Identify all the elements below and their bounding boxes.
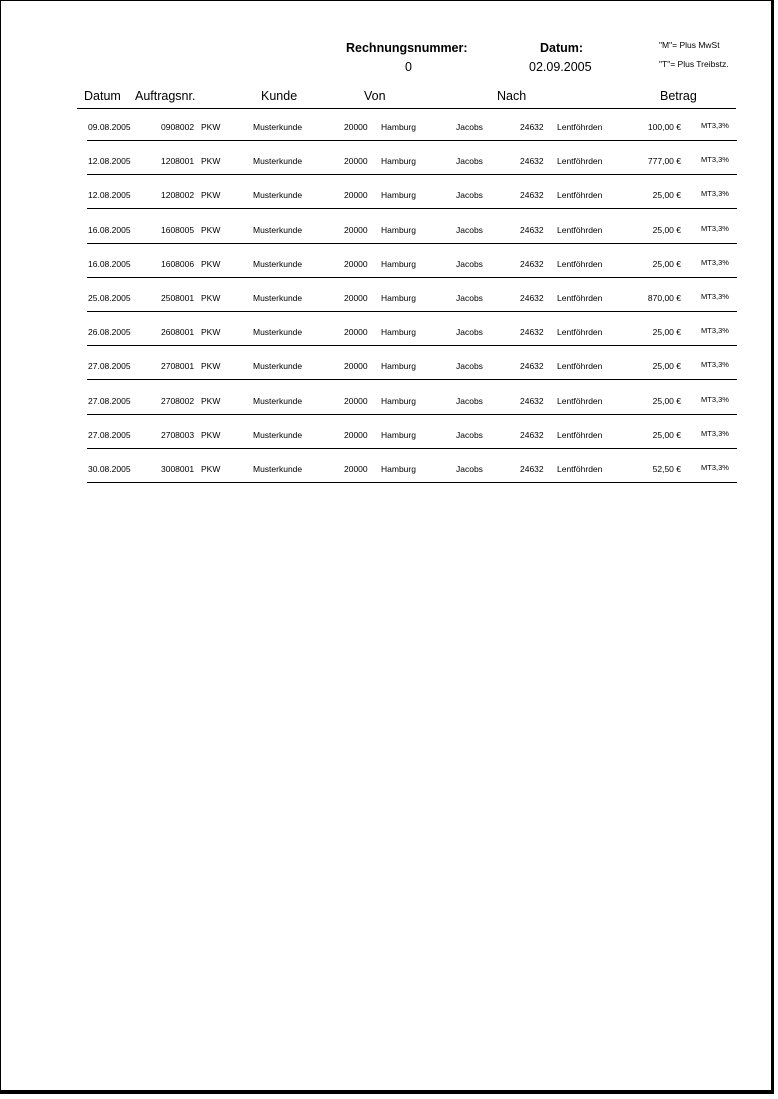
cell-datum: 16.08.2005 — [88, 258, 131, 269]
cell-von-ort: Hamburg — [381, 122, 416, 132]
cell-datum: 27.08.2005 — [88, 361, 131, 372]
cell-von-plz: 20000 — [344, 258, 368, 269]
cell-typ: PKW — [201, 122, 221, 132]
cell-kunde: Musterkunde — [253, 464, 303, 474]
cell-von-ort: Hamburg — [381, 464, 416, 474]
cell-betrag: 870,00 € — [647, 293, 681, 303]
table-row — [1, 450, 778, 484]
table-row — [1, 382, 778, 416]
cell-nach-ort: Lentföhrden — [557, 224, 603, 235]
cell-betrag: 25,00 € — [652, 395, 681, 406]
cell-betrag: 25,00 € — [652, 190, 681, 201]
cell-auftragsnr: 1608006 — [161, 258, 195, 269]
cell-flag: MT3,3% — [701, 223, 729, 233]
cell-typ: PKW — [201, 224, 221, 235]
cell-datum: 12.08.2005 — [88, 190, 131, 201]
cell-nach-plz: 24632 — [520, 156, 544, 167]
cell-nach-ort: Lentföhrden — [557, 258, 603, 269]
cell-nach-ort: Lentföhrden — [557, 327, 603, 338]
cell-betrag: 25,00 € — [652, 258, 681, 269]
cell-nach-name: Jacobs — [456, 395, 483, 406]
cell-nach-name: Jacobs — [456, 122, 483, 132]
cell-auftragsnr: 2708002 — [161, 395, 195, 406]
cell-von-ort: Hamburg — [381, 190, 416, 201]
cell-von-ort: Hamburg — [381, 293, 416, 303]
table-row — [1, 142, 778, 176]
note-t: "T"= Plus Treibstz. — [659, 59, 729, 69]
row-divider — [87, 414, 737, 415]
cell-auftragsnr: 1608005 — [161, 224, 195, 235]
row-divider — [87, 174, 737, 175]
cell-kunde: Musterkunde — [253, 361, 303, 372]
cell-von-plz: 20000 — [344, 224, 368, 235]
cell-flag: MT3,3% — [701, 428, 729, 438]
cell-nach-name: Jacobs — [456, 293, 483, 303]
cell-von-plz: 20000 — [344, 395, 368, 406]
row-divider — [87, 379, 737, 380]
cell-typ: PKW — [201, 395, 221, 406]
cell-nach-plz: 24632 — [520, 258, 544, 269]
table-row — [1, 416, 778, 450]
table-row — [1, 347, 778, 381]
rechnungsnummer-label: Rechnungsnummer: — [346, 41, 468, 55]
cell-auftragsnr: 0908002 — [161, 122, 195, 132]
cell-von-plz: 20000 — [344, 156, 368, 167]
cell-nach-plz: 24632 — [520, 122, 544, 132]
cell-von-plz: 20000 — [344, 122, 368, 132]
cell-kunde: Musterkunde — [253, 156, 303, 167]
cell-auftragsnr: 2708003 — [161, 429, 195, 440]
table-row — [1, 108, 778, 142]
cell-nach-name: Jacobs — [456, 156, 483, 167]
column-header-von: Von — [364, 89, 386, 103]
cell-betrag: 100,00 € — [647, 122, 681, 132]
cell-nach-plz: 24632 — [520, 464, 544, 474]
cell-datum: 25.08.2005 — [88, 293, 131, 303]
cell-betrag: 25,00 € — [652, 327, 681, 338]
cell-kunde: Musterkunde — [253, 224, 303, 235]
cell-nach-plz: 24632 — [520, 395, 544, 406]
cell-flag: MT3,3% — [701, 257, 729, 267]
cell-typ: PKW — [201, 258, 221, 269]
cell-flag: MT3,3% — [701, 360, 729, 370]
cell-datum: 26.08.2005 — [88, 327, 131, 338]
cell-typ: PKW — [201, 327, 221, 338]
datum-label: Datum: — [540, 41, 584, 55]
cell-nach-plz: 24632 — [520, 429, 544, 440]
cell-nach-ort: Lentföhrden — [557, 190, 603, 201]
cell-nach-name: Jacobs — [456, 361, 483, 372]
cell-flag: MT3,3% — [701, 292, 729, 301]
cell-von-plz: 20000 — [344, 464, 368, 474]
row-divider — [87, 311, 737, 312]
cell-datum: 12.08.2005 — [88, 156, 131, 167]
cell-kunde: Musterkunde — [253, 429, 303, 440]
cell-datum: 27.08.2005 — [88, 429, 131, 440]
cell-typ: PKW — [201, 464, 221, 474]
table-row — [1, 245, 778, 279]
cell-von-ort: Hamburg — [381, 258, 416, 269]
column-header-datum: Datum — [84, 89, 121, 103]
cell-betrag: 25,00 € — [652, 224, 681, 235]
cell-nach-ort: Lentföhrden — [557, 156, 603, 167]
datum-value: 02.09.2005 — [529, 60, 592, 74]
cell-nach-plz: 24632 — [520, 190, 544, 201]
column-header-betrag: Betrag — [660, 89, 697, 103]
cell-von-ort: Hamburg — [381, 327, 416, 338]
cell-typ: PKW — [201, 156, 221, 167]
cell-nach-name: Jacobs — [456, 190, 483, 201]
row-divider — [87, 277, 737, 278]
cell-flag: MT3,3% — [701, 189, 729, 199]
cell-flag: MT3,3% — [701, 326, 729, 336]
cell-nach-plz: 24632 — [520, 361, 544, 372]
row-divider — [87, 345, 737, 346]
cell-von-ort: Hamburg — [381, 224, 416, 235]
cell-nach-ort: Lentföhrden — [557, 122, 603, 132]
cell-typ: PKW — [201, 293, 221, 303]
cell-kunde: Musterkunde — [253, 327, 303, 338]
row-divider — [87, 448, 737, 449]
cell-kunde: Musterkunde — [253, 258, 303, 269]
cell-betrag: 777,00 € — [647, 156, 681, 167]
column-header-auftragsnr: Auftragsnr. — [135, 89, 196, 103]
cell-auftragsnr: 2608001 — [161, 327, 195, 338]
cell-von-ort: Hamburg — [381, 156, 416, 167]
cell-typ: PKW — [201, 429, 221, 440]
cell-von-plz: 20000 — [344, 327, 368, 338]
cell-kunde: Musterkunde — [253, 122, 303, 132]
cell-nach-ort: Lentföhrden — [557, 429, 603, 440]
cell-nach-name: Jacobs — [456, 464, 483, 474]
cell-datum: 27.08.2005 — [88, 395, 131, 406]
cell-von-plz: 20000 — [344, 361, 368, 372]
cell-typ: PKW — [201, 190, 221, 201]
cell-flag: MT3,3% — [701, 394, 729, 404]
cell-nach-plz: 24632 — [520, 327, 544, 338]
note-m: "M"= Plus MwSt — [659, 40, 720, 50]
rechnungsnummer-value: 0 — [405, 60, 412, 74]
cell-nach-ort: Lentföhrden — [557, 361, 603, 372]
cell-von-plz: 20000 — [344, 293, 368, 303]
cell-datum: 09.08.2005 — [88, 122, 131, 132]
cell-datum: 16.08.2005 — [88, 224, 131, 235]
cell-auftragsnr: 1208001 — [161, 156, 195, 167]
cell-nach-name: Jacobs — [456, 224, 483, 235]
cell-betrag: 52,50 € — [652, 464, 681, 474]
cell-auftragsnr: 3008001 — [161, 464, 195, 474]
cell-kunde: Musterkunde — [253, 190, 303, 201]
table-row — [1, 176, 778, 210]
cell-nach-ort: Lentföhrden — [557, 464, 603, 474]
cell-nach-name: Jacobs — [456, 327, 483, 338]
cell-flag: MT3,3% — [701, 121, 729, 130]
cell-nach-ort: Lentföhrden — [557, 395, 603, 406]
row-divider — [87, 140, 737, 141]
cell-von-plz: 20000 — [344, 190, 368, 201]
cell-nach-ort: Lentföhrden — [557, 293, 603, 303]
cell-nach-plz: 24632 — [520, 224, 544, 235]
column-header-nach: Nach — [497, 89, 527, 103]
cell-nach-name: Jacobs — [456, 429, 483, 440]
cell-von-ort: Hamburg — [381, 429, 416, 440]
cell-betrag: 25,00 € — [652, 429, 681, 440]
row-divider — [87, 243, 737, 244]
cell-betrag: 25,00 € — [652, 361, 681, 372]
table-row — [1, 211, 778, 245]
cell-auftragsnr: 2708001 — [161, 361, 195, 372]
column-header-kunde: Kunde — [261, 89, 298, 103]
cell-typ: PKW — [201, 361, 221, 372]
cell-von-plz: 20000 — [344, 429, 368, 440]
cell-datum: 30.08.2005 — [88, 464, 131, 474]
table-row — [1, 279, 778, 313]
cell-kunde: Musterkunde — [253, 395, 303, 406]
table-row — [1, 313, 778, 347]
cell-von-ort: Hamburg — [381, 395, 416, 406]
cell-flag: MT3,3% — [701, 463, 729, 472]
cell-von-ort: Hamburg — [381, 361, 416, 372]
cell-kunde: Musterkunde — [253, 293, 303, 303]
row-divider — [87, 208, 737, 209]
cell-flag: MT3,3% — [701, 155, 729, 165]
cell-auftragsnr: 1208002 — [161, 190, 195, 201]
cell-auftragsnr: 2508001 — [161, 293, 195, 303]
row-divider — [87, 482, 737, 483]
cell-nach-name: Jacobs — [456, 258, 483, 269]
cell-nach-plz: 24632 — [520, 293, 544, 303]
